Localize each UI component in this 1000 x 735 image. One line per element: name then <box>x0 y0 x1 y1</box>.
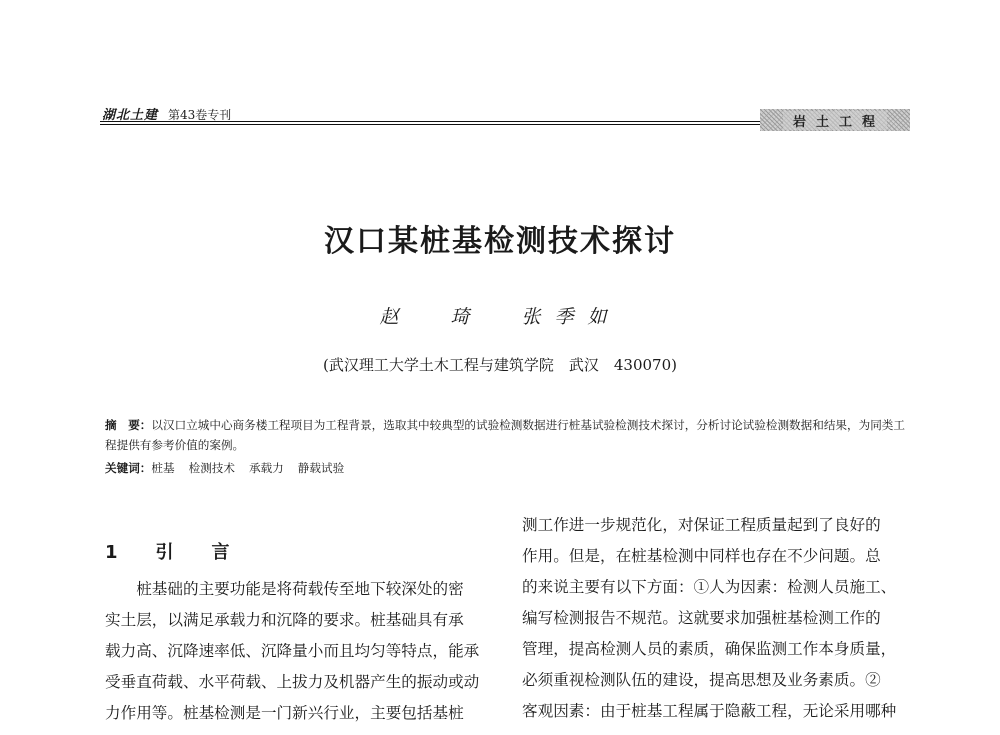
body-line: 编写检测报告不规范。这就要求加强桩基检测工作的 <box>522 609 881 627</box>
abstract-text: 以汉口立城中心商务楼工程项目为工程背景，选取其中较典型的试验检测数据进行桩基试验检测技术探讨，分析讨论试验检测数据和结果，为同类工程提供有参考价值的案例。 <box>105 418 905 452</box>
body-line: 必须重视检测队伍的建设，提高思想及业务素质。② <box>522 671 881 689</box>
body-line: 力作用等。桩基检测是一门新兴行业，主要包括基桩 <box>105 704 464 722</box>
body-line: 桩基础的主要功能是将荷载传至地下较深处的密 <box>136 580 464 598</box>
article-affiliation: (武汉理工大学土木工程与建筑学院 武汉 430070) <box>323 356 677 374</box>
section-badge <box>760 109 910 131</box>
body-line: 客观因素：由于桩基工程属于隐蔽工程，无论采用哪种 <box>522 702 897 720</box>
article-authors: 赵 琦 张季如 <box>379 306 621 328</box>
abstract-label: 摘 要： <box>105 418 152 432</box>
keywords-label: 关键词： <box>105 461 152 475</box>
body-column-left <box>105 574 497 729</box>
body-line: 管理，提高检测人员的素质，确保监测工作本身质量， <box>522 640 897 658</box>
body-column-right <box>522 510 914 727</box>
keyword: 桩基 <box>151 461 175 475</box>
header-rule-thin <box>100 124 760 125</box>
journal-name: 湖北土建 <box>102 108 159 123</box>
abstract <box>105 415 913 455</box>
body-line: 载力高、沉降速率低、沉降量小而且均匀等特点，能承 <box>105 642 480 660</box>
header-rule <box>100 121 760 122</box>
section-heading: 1 引 言 <box>105 542 240 563</box>
body-line: 受垂直荷载、水平荷载、上拔力及机器产生的振动或动 <box>105 673 480 691</box>
keyword: 静载试验 <box>297 461 345 475</box>
keyword: 承载力 <box>248 461 284 475</box>
body-line: 作用。但是，在桩基检测中同样也存在不少问题。总 <box>522 547 881 565</box>
body-line: 测工作进一步规范化，对保证工程质量起到了良好的 <box>522 516 881 534</box>
body-line: 的来说主要有以下方面：①人为因素：检测人员施工、 <box>522 578 897 596</box>
article-title: 汉口某桩基检测技术探讨 <box>324 224 676 259</box>
section-badge-label: 岩土工程 <box>783 111 887 130</box>
journal-issue: 第43卷专刊 <box>168 108 232 122</box>
keyword: 检测技术 <box>188 461 235 475</box>
body-line: 实土层，以满足承载力和沉降的要求。桩基础具有承 <box>105 611 464 629</box>
keywords <box>105 460 913 476</box>
